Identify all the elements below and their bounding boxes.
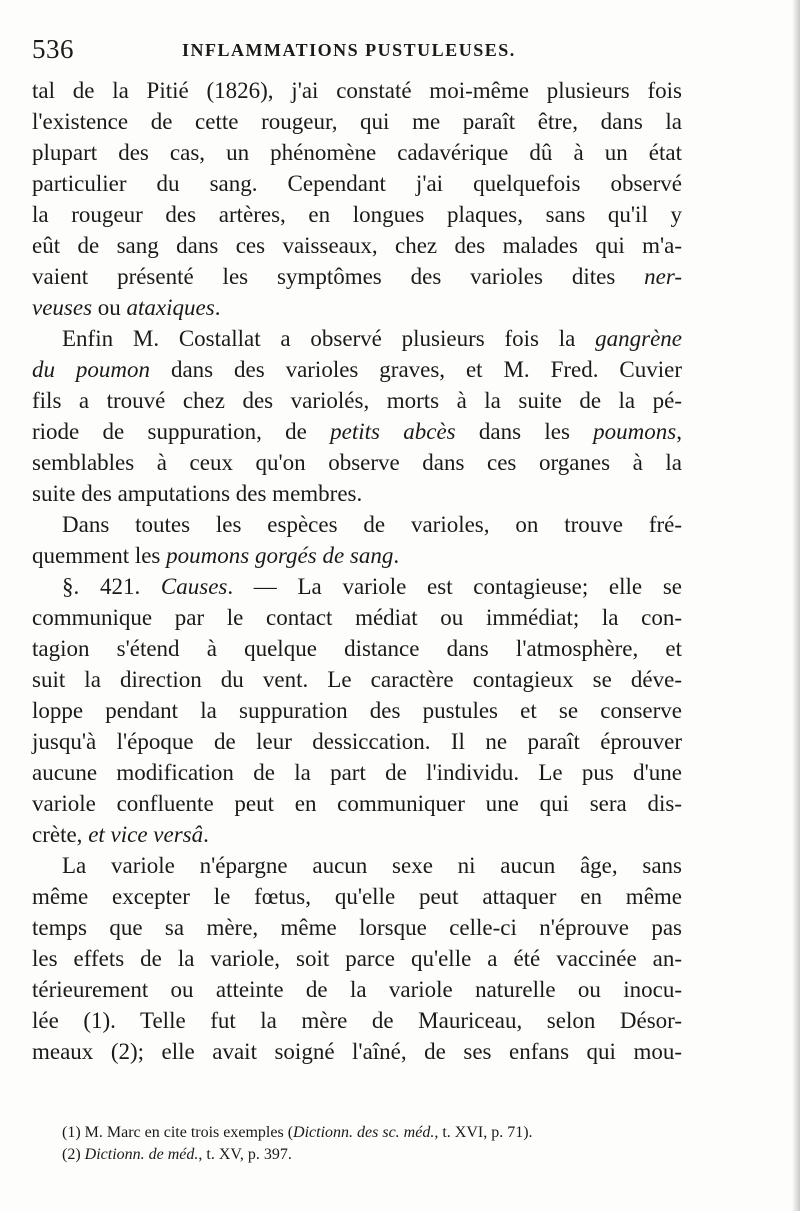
text-line bbox=[32, 943, 682, 974]
text-segment: tagion s'étend à quelque distance dans l'atmosphère, et bbox=[32, 636, 682, 661]
text-segment: dans des varioles graves, et M. Fred. Cuvier bbox=[150, 357, 682, 382]
text-line bbox=[32, 261, 682, 292]
footnotes bbox=[62, 1122, 692, 1166]
text-line bbox=[32, 788, 682, 819]
text-segment: suit la direction du vent. Le caractère contagieux se déve- bbox=[32, 667, 682, 692]
italic-text: Dictionn. des sc. méd. bbox=[293, 1124, 435, 1141]
text-segment: ou bbox=[92, 295, 127, 320]
text-segment: communique par le contact médiat ou immédiat; la con- bbox=[32, 605, 682, 630]
text-line bbox=[32, 881, 682, 912]
text-line bbox=[32, 168, 682, 199]
text-line bbox=[32, 416, 682, 447]
italic-text: ataxiques bbox=[126, 295, 215, 320]
text-segment: . — La variole est contagieuse; elle se bbox=[227, 574, 682, 599]
text-segment: lée (1). Telle fut la mère de Mauriceau, selon Désor- bbox=[32, 1008, 682, 1033]
text-segment: aucune modification de la part de l'individu. Le pus d'une bbox=[32, 760, 682, 785]
text-segment: les effets de la variole, soit parce qu'elle a été vaccinée an- bbox=[32, 946, 682, 971]
text-segment: jusqu'à l'époque de leur dessiccation. Il ne paraît éprouver bbox=[32, 729, 682, 754]
text-line bbox=[32, 447, 682, 478]
page-number: 536 bbox=[32, 34, 74, 64]
text-segment: (2) bbox=[62, 1146, 85, 1163]
text-segment: la rougeur des artères, en longues plaques, sans qu'il y bbox=[32, 202, 682, 227]
text-line bbox=[32, 850, 682, 881]
text-line bbox=[32, 106, 682, 137]
running-title: INFLAMMATIONS PUSTULEUSES. bbox=[182, 40, 516, 60]
text-segment: suite des amputations des membres. bbox=[32, 481, 363, 506]
italic-text: Causes bbox=[160, 574, 228, 599]
text-segment: La variole n'épargne aucun sexe ni aucun âge, sans bbox=[62, 853, 682, 878]
text-segment: . bbox=[214, 295, 221, 320]
text-segment: quemment les bbox=[32, 543, 167, 568]
text-segment: semblables à ceux qu'on observe dans ces organes à la bbox=[32, 450, 682, 475]
text-line bbox=[32, 323, 682, 354]
italic-text: poumons bbox=[593, 419, 677, 444]
text-line bbox=[32, 199, 682, 230]
italic-text: ner- bbox=[644, 264, 682, 289]
italic-text: poumons gorgés de sang bbox=[166, 543, 394, 568]
text-segment: vaient présenté les symptômes des varioles dites bbox=[32, 264, 645, 289]
text-segment: dans les bbox=[455, 419, 594, 444]
italic-text: veuses bbox=[32, 295, 93, 320]
italic-text: du poumon bbox=[32, 357, 151, 382]
text-line bbox=[32, 695, 682, 726]
text-segment: riode de suppuration, de bbox=[32, 419, 331, 444]
text-line bbox=[32, 75, 682, 106]
text-line bbox=[32, 664, 682, 695]
text-line bbox=[32, 292, 682, 323]
text-line bbox=[32, 509, 682, 540]
text-segment: (1) M. Marc en cite trois exemples ( bbox=[62, 1124, 294, 1141]
text-segment: . bbox=[203, 822, 209, 847]
text-line bbox=[32, 230, 682, 261]
italic-text: gangrène bbox=[595, 326, 682, 351]
text-line bbox=[32, 385, 682, 416]
text-line bbox=[32, 571, 682, 602]
text-line bbox=[32, 1005, 682, 1036]
text-segment: l'existence de cette rougeur, qui me paraît être, dans la bbox=[32, 109, 682, 134]
text-segment: tal de la Pitié (1826), j'ai constaté moi-même plusieurs fois bbox=[32, 78, 682, 103]
italic-text: et vice versâ bbox=[88, 822, 204, 847]
text-segment: variole confluente peut en communiquer une qui sera dis- bbox=[32, 791, 682, 816]
page-edge-shadow bbox=[792, 0, 800, 1211]
text-line bbox=[32, 974, 682, 1005]
text-line bbox=[32, 633, 682, 664]
text-segment: , bbox=[676, 419, 682, 444]
text-segment: Enfin M. Costallat a observé plusieurs fois la bbox=[62, 326, 596, 351]
text-segment: eût de sang dans ces vaisseaux, chez des malades qui m'a- bbox=[32, 233, 682, 258]
text-line bbox=[32, 478, 682, 509]
text-line bbox=[32, 540, 682, 571]
text-segment: , t. XVI, p. 71). bbox=[434, 1124, 533, 1141]
text-segment: . bbox=[393, 543, 400, 568]
page-header bbox=[32, 34, 772, 74]
text-segment: plupart des cas, un phénomène cadavérique dû à un état bbox=[32, 140, 682, 165]
body-text bbox=[32, 75, 682, 1067]
text-line bbox=[32, 1036, 682, 1067]
footnote bbox=[62, 1122, 692, 1144]
text-line bbox=[32, 137, 682, 168]
text-line bbox=[32, 819, 682, 850]
text-segment: crète, bbox=[32, 822, 89, 847]
text-segment: , t. XV, p. 397. bbox=[198, 1146, 292, 1163]
text-segment: §. 421. bbox=[62, 574, 161, 599]
text-segment: fils a trouvé chez des variolés, morts à la suite de la pé- bbox=[32, 388, 682, 413]
text-line bbox=[32, 602, 682, 633]
text-segment: temps que sa mère, même lorsque celle-ci n'éprouve pas bbox=[32, 915, 682, 940]
text-segment: particulier du sang. Cependant j'ai quelquefois observé bbox=[32, 171, 682, 196]
text-segment: loppe pendant la suppuration des pustules et se conserve bbox=[32, 698, 682, 723]
text-segment: meaux (2); elle avait soigné l'aîné, de ses enfans qui mou- bbox=[32, 1039, 682, 1064]
text-line bbox=[32, 912, 682, 943]
text-line bbox=[32, 354, 682, 385]
footnote bbox=[62, 1144, 692, 1166]
text-segment: térieurement ou atteinte de la variole naturelle ou inocu- bbox=[32, 977, 682, 1002]
text-line bbox=[32, 757, 682, 788]
text-segment: même excepter le fœtus, qu'elle peut attaquer en même bbox=[32, 884, 682, 909]
text-line bbox=[32, 726, 682, 757]
italic-text: Dictionn. de méd. bbox=[84, 1146, 199, 1163]
italic-text: petits abcès bbox=[330, 419, 456, 444]
text-segment: Dans toutes les espèces de varioles, on trouve fré- bbox=[62, 512, 682, 537]
